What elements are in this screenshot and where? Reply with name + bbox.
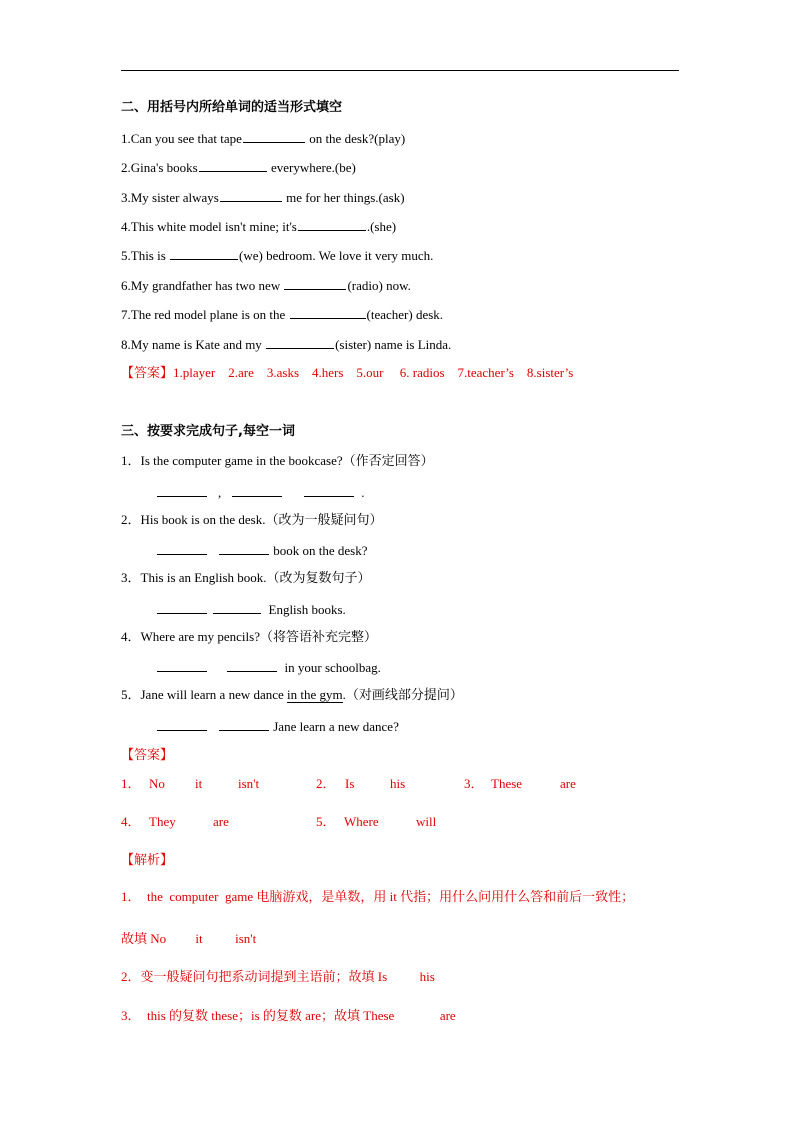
- answer-label: 【答案】: [121, 365, 174, 380]
- answer-line-5: [156, 717, 399, 735]
- answer-line-3: [156, 600, 346, 618]
- exercise-item-8: [121, 335, 451, 353]
- question-3: 3．This is an English book.（改为复数句子）: [121, 570, 371, 585]
- period: .: [361, 485, 365, 500]
- answer-word: Where: [344, 814, 379, 829]
- answer-blank[interactable]: [227, 658, 277, 672]
- answer-word: are: [213, 814, 229, 829]
- answer-blank[interactable]: [219, 541, 269, 555]
- item-text: (radio) now.: [347, 278, 411, 293]
- answer-blank[interactable]: [157, 541, 207, 555]
- answer-word: They: [149, 814, 176, 829]
- exercise-item-1: [121, 129, 405, 147]
- item-text: 2.Gina's books: [121, 160, 198, 175]
- answer-suffix: in your schoolbag.: [284, 660, 381, 675]
- exercise-item-6: [121, 276, 411, 294]
- item-text: (we) bedroom. We love it very much.: [239, 248, 434, 263]
- answer-word: are: [560, 776, 576, 791]
- answer-word: it: [195, 776, 203, 791]
- item-text: 5.This is: [121, 248, 170, 263]
- analysis-line-2: 故填 No it isn't: [121, 931, 257, 946]
- answer-word: his: [390, 776, 406, 791]
- top-rule: [121, 70, 679, 71]
- answer-2: 2．: [316, 776, 336, 791]
- item-text: (sister) name is Linda.: [335, 337, 452, 352]
- answer-blank[interactable]: [157, 658, 207, 672]
- item-text: (teacher) desk.: [366, 307, 444, 322]
- question-1: 1．Is the computer game in the bookcase?（作否定回答）: [121, 453, 434, 468]
- exercise-item-4: [121, 217, 396, 235]
- analysis-line-1: 1． the computer game 电脑游戏，是单数，用 it 代指；用什么问用什么答和前后一致性；: [121, 889, 635, 904]
- exercise-item-7: [121, 305, 443, 323]
- answer-blank[interactable]: [157, 483, 207, 497]
- answer-blank[interactable]: [157, 600, 207, 614]
- answer-text: 1.player 2.are 3.asks 4.hers 5.our 6. radios 7.teacher’s 8.sister’s: [173, 365, 574, 380]
- answer-word: No: [149, 776, 165, 791]
- answer-blank[interactable]: [199, 158, 267, 172]
- exercise-item-2: [121, 158, 356, 176]
- answer-blank[interactable]: [157, 717, 207, 731]
- item-text: 4.This white model isn't mine; it's: [121, 219, 297, 234]
- answer-suffix: English books.: [268, 602, 346, 617]
- answer-suffix: book on the desk?: [273, 543, 368, 558]
- question-text: 5．Jane will learn a new dance: [121, 687, 288, 702]
- answer-4: 4．: [121, 814, 141, 829]
- item-text: 1.Can you see that tape: [121, 131, 242, 146]
- answer-blank[interactable]: [170, 246, 238, 260]
- answer-blank[interactable]: [220, 188, 282, 202]
- section3-answer-label: 【答案】: [121, 747, 174, 762]
- answer-blank[interactable]: [213, 600, 261, 614]
- question-4: 4．Where are my pencils?（将答语补充完整）: [121, 629, 377, 644]
- exercise-item-3: [121, 188, 405, 206]
- item-text: everywhere.(be): [267, 160, 356, 175]
- answer-3: 3．: [464, 776, 484, 791]
- analysis-line-3: 2．变一般疑问句把系动词提到主语前；故填 Is his: [121, 969, 435, 984]
- answer-line-4: [156, 658, 381, 676]
- section2-heading: 二、用括号内所给单词的适当形式填空: [121, 100, 343, 115]
- answer-word: will: [416, 814, 437, 829]
- answer-number: 1．: [121, 776, 141, 791]
- answer-blank[interactable]: [243, 129, 305, 143]
- question-2: 2．His book is on the desk.（改为一般疑问句）: [121, 512, 383, 527]
- answer-blank[interactable]: [266, 335, 334, 349]
- question-5: [121, 687, 463, 703]
- item-text: 3.My sister always: [121, 190, 219, 205]
- answer-blank[interactable]: [232, 483, 282, 497]
- answer-blank[interactable]: [284, 276, 346, 290]
- exercise-item-5: [121, 246, 433, 264]
- answer-blank[interactable]: [304, 483, 354, 497]
- answer-line-1: [156, 483, 365, 501]
- answer-blank[interactable]: [290, 305, 366, 319]
- answer-5: 5．: [316, 814, 336, 829]
- answer-1: [121, 776, 141, 792]
- question-text: .（对画线部分提问）: [342, 687, 463, 702]
- item-text: on the desk?(play): [305, 131, 406, 146]
- underlined-phrase: in the gym: [287, 687, 343, 702]
- section2-answer: [121, 365, 573, 381]
- item-text: me for her things.(ask): [282, 190, 405, 205]
- answer-blank[interactable]: [298, 217, 366, 231]
- comma: ,: [218, 485, 222, 500]
- item-text: 7.The red model plane is on the: [121, 307, 289, 322]
- analysis-label: 【解析】: [121, 852, 174, 867]
- section3-heading: 三、按要求完成句子,每空一词: [121, 424, 295, 439]
- answer-blank[interactable]: [219, 717, 269, 731]
- answer-word: Is: [345, 776, 355, 791]
- analysis-line-4: 3． this 的复数 these；is 的复数 are；故填 These are: [121, 1008, 456, 1023]
- answer-word: These: [491, 776, 523, 791]
- answer-line-2: [156, 541, 367, 559]
- item-text: 8.My name is Kate and my: [121, 337, 266, 352]
- item-text: .(she): [366, 219, 397, 234]
- answer-word: isn't: [238, 776, 260, 791]
- item-text: 6.My grandfather has two new: [121, 278, 284, 293]
- answer-suffix: Jane learn a new dance?: [273, 719, 399, 734]
